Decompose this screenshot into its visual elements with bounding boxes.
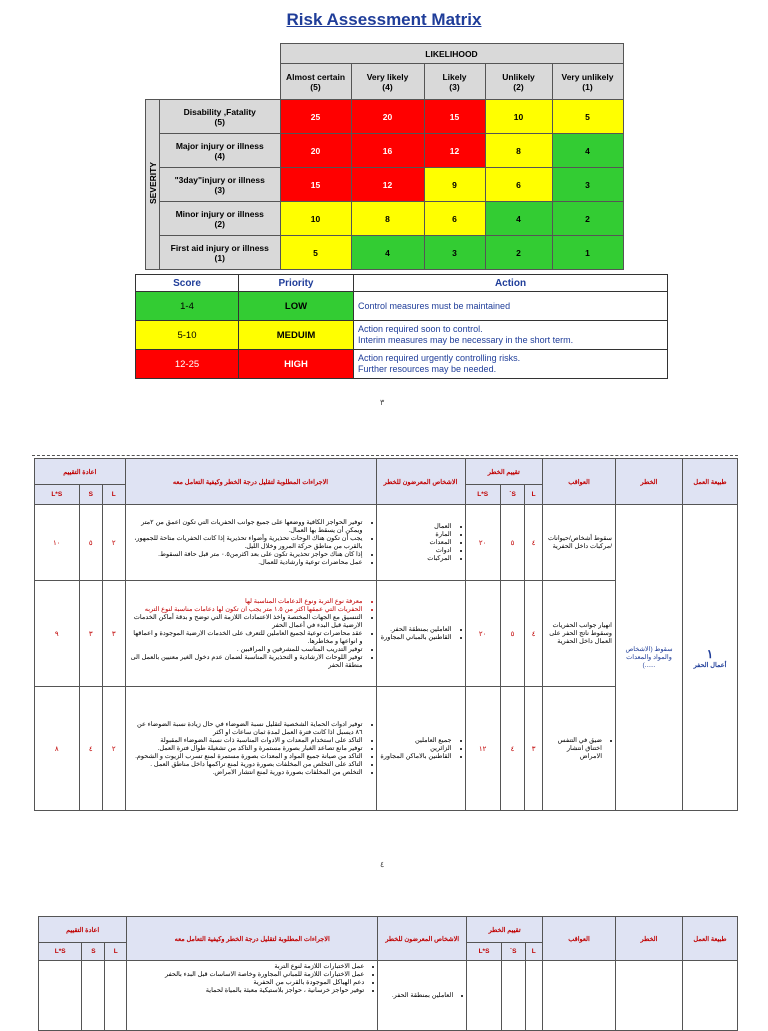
hazard-header: الخطر <box>616 459 683 505</box>
re-l: ٢ <box>103 687 125 811</box>
risk-score-cell: 12 <box>351 168 424 202</box>
severity-4: Major injury or illness (4) <box>160 134 281 168</box>
action-cell: Action required soon to control. Interim measures may be necessary in the short term. <box>354 321 668 350</box>
consequences-cell: انهيار جوانب الحفريات وسقوط ناتج الحفر على العمال داخل الحفرية <box>543 581 616 687</box>
risk-score-cell: 12 <box>424 134 485 168</box>
score-cell: 5-10 <box>136 321 239 350</box>
work-type-header: طبيعة العمل <box>683 459 738 505</box>
hazard-header: الخطر <box>616 917 683 961</box>
persons-cell <box>376 505 465 581</box>
consequences-header: العواقب <box>543 917 616 961</box>
risk-score-cell: 8 <box>485 134 552 168</box>
list-item: • إذا كان هناك حواجز تحذيرية تكون على بعد اكثرمن٠.٥ متر قبل حافة السقوط. <box>129 551 363 559</box>
risk-score-cell: 20 <box>280 134 351 168</box>
list-item: • توفير التدريب المناسب للمشرفين و المراقبين . <box>129 646 363 654</box>
list-item: • دعم الهياكل الموجودة بالقرب من الحفرية <box>130 979 364 987</box>
risk-score-cell: 9 <box>424 168 485 202</box>
severity-row <box>146 134 624 168</box>
priority-cell: MEDUIM <box>239 321 354 350</box>
risk-s: ٥ <box>500 581 524 687</box>
severity-3: "3day"injury or illness (3) <box>160 168 281 202</box>
list-item: • العاملين بمنطقة الحفر. <box>381 992 453 1000</box>
score-cell: 12-25 <box>136 350 239 379</box>
re-ls-header: L*S <box>35 485 80 505</box>
risk-score-cell: 15 <box>280 168 351 202</box>
likelihood-4: Unlikely (2) <box>485 64 552 100</box>
re-ls-header: L*S <box>39 943 82 961</box>
risk-score-cell: 6 <box>424 202 485 236</box>
re-eval-header: اعادة التقييم <box>35 459 126 485</box>
severity-row <box>146 202 624 236</box>
list-item: • المركبات <box>380 555 452 563</box>
list-item: • عمل محاضرات توعية وارشادية للعمال. <box>129 559 363 567</box>
assessment-table <box>34 458 738 811</box>
risk-score-cell: 6 <box>485 168 552 202</box>
table-row <box>39 961 738 1031</box>
measures-cell <box>127 961 378 1031</box>
severity-2: Minor injury or illness (2) <box>160 202 281 236</box>
re-l: ٢ <box>103 505 125 581</box>
page-title: Risk Assessment Matrix <box>286 10 482 29</box>
list-item: • عمل الاختبارات اللازمة للمباني المجاورة وخاصة الاساسات قبل البدء بالحفر <box>130 971 364 979</box>
list-item: • معرفة نوع التربة ونوع الدعامات المناسبة لها <box>129 598 363 606</box>
risk-score-cell: 5 <box>552 100 623 134</box>
persons-header: الاشخاص المعرضون للخطر <box>378 917 467 961</box>
likelihood-2: Very likely (4) <box>351 64 424 100</box>
risk-score-cell: 2 <box>485 236 552 270</box>
persons-cell <box>376 687 465 811</box>
risk-eval-header: تقييم الخطر <box>467 917 543 943</box>
risk-eval-header: تقييم الخطر <box>465 459 543 485</box>
risk-score-cell: 10 <box>485 100 552 134</box>
persons-cell <box>378 961 467 1031</box>
re-ls: ١٠ <box>35 505 80 581</box>
legend-row <box>136 350 668 379</box>
re-l-header: L <box>103 485 125 505</box>
persons-cell <box>376 581 465 687</box>
list-item: • العمال <box>380 523 452 531</box>
list-item: • الحفريات التي عمقها اكثر من ١.٥ متر يجب ان تكون لها دعامات مناسبة لنوع التربه <box>129 606 363 614</box>
s-header: S` <box>501 943 525 961</box>
page-number: ٣ <box>380 398 385 407</box>
priority-cell: LOW <box>239 292 354 321</box>
risk-score-cell: 1 <box>552 236 623 270</box>
risk-score-cell: 4 <box>485 202 552 236</box>
action-cell: Control measures must be maintained <box>354 292 668 321</box>
list-item: • القاطنين بالمباني المجاورة <box>380 634 452 642</box>
list-item: • توفير اللوحات الارشادية و التحذيرية المناسبة لضمان عدم دخول الغير معنيين بالعمل الى منطقة الحفر <box>129 654 363 670</box>
likelihood-header: LIKELIHOOD <box>280 44 623 64</box>
risk-score-cell: 3 <box>552 168 623 202</box>
risk-l: ٣ <box>525 687 543 811</box>
re-l-header: L <box>105 943 127 961</box>
risk-score-cell: 5 <box>280 236 351 270</box>
severity-row <box>146 100 624 134</box>
measures-cell <box>125 581 376 687</box>
measures-header: الاجراءات المطلوبة لتقليل درجة الخطر وكيفية التعامل معه <box>125 459 376 505</box>
score-header: Score <box>136 275 239 292</box>
work-type-header: طبيعة العمل <box>683 917 738 961</box>
priority-legend <box>135 274 668 379</box>
risk-l: ٤ <box>525 505 543 581</box>
persons-header: الاشخاص المعرضون للخطر <box>376 459 465 505</box>
list-item: • التاكد على التخلص من المخلفات بصورة دورية لمنع تراكمها داخل مناطق العمل . <box>129 761 363 769</box>
legend-row <box>136 292 668 321</box>
risk-ls: ٢٠ <box>465 581 500 687</box>
re-s-header: S <box>82 943 105 961</box>
risk-ls: ١٢ <box>465 687 500 811</box>
priority-header: Priority <box>239 275 354 292</box>
risk-score-cell: 16 <box>351 134 424 168</box>
re-s-header: S <box>79 485 103 505</box>
consequences-header: العواقب <box>543 459 616 505</box>
risk-score-cell: 2 <box>552 202 623 236</box>
list-item: • الزائرين <box>380 745 452 753</box>
measures-cell <box>125 505 376 581</box>
ls-header: L*S <box>465 485 500 505</box>
risk-score-cell: 4 <box>552 134 623 168</box>
list-item: • يجب أن تكون هناك الوحات تحذيرية وأضواء تحذيرية إذا كانت الحفريات متاحة للجمهور، بالقرب من مناطق حركة المرور وخلال الليل. <box>129 535 363 551</box>
risk-matrix <box>145 43 624 270</box>
risk-l: ٤ <box>525 581 543 687</box>
risk-score-cell: 8 <box>351 202 424 236</box>
l-header: L <box>525 485 543 505</box>
hazard-cell: سقوط (الاشخاص والمواد والمعدات ......) <box>616 505 683 811</box>
severity-1: First aid injury or illness (1) <box>160 236 281 270</box>
measures-cell <box>125 687 376 811</box>
l-header: L <box>525 943 542 961</box>
risk-ls: ٢٠ <box>465 505 500 581</box>
list-item: • التخلص من المخلفات بصورة دورية لمنع انتشار الامراض. <box>129 769 363 777</box>
severity-label: SEVERITY <box>146 100 160 270</box>
re-eval-header: اعادة التقييم <box>39 917 127 943</box>
risk-score-cell: 4 <box>351 236 424 270</box>
risk-score-cell: 10 <box>280 202 351 236</box>
list-item: • العاملين بمنطقة الحفر. <box>380 626 452 634</box>
list-item: • توفير الحواجز الكافية ووضعها على جميع جوانب الحفريات التي تكون اعمق من ٢متر ويمكن أن يسقط بها العمال. <box>129 519 363 535</box>
priority-cell: HIGH <box>239 350 354 379</box>
list-item: • توفير مانع تصاعد الغبار بصورة مستمرة و التاكد من تشغيلة طوال فترة العمل. <box>129 745 363 753</box>
consequences-cell: سقوط أشخاص/حيوانات /مركبات داخل الحفرية <box>543 505 616 581</box>
risk-s: ٥ <box>500 505 524 581</box>
s-header: S` <box>500 485 524 505</box>
likelihood-1: Almost certain (5) <box>280 64 351 100</box>
list-item: • توفير ادوات الحماية الشخصية لتقليل نسبة الضوضاء في حال زيادة نسبة الضوضاء عن ٨٦ ديسبل اذا كانت فترة العمل لمدة ثمان ساعات او اكثر <box>129 721 363 737</box>
re-ls: ٩ <box>35 581 80 687</box>
action-header: Action <box>354 275 668 292</box>
risk-score-cell: 20 <box>351 100 424 134</box>
list-item: • ادوات <box>380 547 452 555</box>
work-type-cell: ١ أعمال الحفر <box>683 505 738 811</box>
consequences-cell: • ضيق في التنفس اختناق انتشار الامراض <box>543 687 616 811</box>
re-s: ٣ <box>79 581 103 687</box>
table-row <box>35 505 738 581</box>
list-item: • التنسيق مع الجهات المختصة واخذ الاعتمادات اللازمة التي توضح و بدقة أماكن الخدمات الارضية قبل البدء في أعمال الحفر <box>129 614 363 630</box>
measures-header: الاجراءات المطلوبة لتقليل درجة الخطر وكيفية التعامل معه <box>127 917 378 961</box>
re-l: ٣ <box>103 581 125 687</box>
risk-s: ٤ <box>500 687 524 811</box>
list-item: • جميع العاملين <box>380 737 452 745</box>
likelihood-5: Very unlikely (1) <box>552 64 623 100</box>
re-s: ٥ <box>79 505 103 581</box>
list-item: • عمل الاختبارات اللازمة لنوع التربة <box>130 963 364 971</box>
list-item: • المعدات <box>380 539 452 547</box>
list-item: • القاطنين بالاماكن المجاورة <box>380 753 452 761</box>
likelihood-3: Likely (3) <box>424 64 485 100</box>
page-number: ٤ <box>380 860 385 869</box>
severity-5: Disability ,Fatality (5) <box>160 100 281 134</box>
risk-score-cell: 3 <box>424 236 485 270</box>
list-item: • عقد محاضرات توعية لجميع العاملين للتعرف على الخدمات الارضية الموجودة و اعماقها و انواعها و مخاطرها. <box>129 630 363 646</box>
list-item: • المارة <box>380 531 452 539</box>
action-cell: Action required urgently controlling risks. Further resources may be needed. <box>354 350 668 379</box>
re-s: ٤ <box>79 687 103 811</box>
ls-header: L*S <box>467 943 502 961</box>
re-ls: ٨ <box>35 687 80 811</box>
list-item: • التاكد على استخدام المعدات و الادوات المناسبة ذات نسبة الضوضاء المقبولة <box>129 737 363 745</box>
list-item: • التاكد من صيانة جميع المواد و المعدات بصورة مستمرة لمنع تسرب الزيوت و الشحوم. <box>129 753 363 761</box>
severity-row <box>146 236 624 270</box>
legend-row <box>136 321 668 350</box>
divider <box>32 455 738 456</box>
list-item: • توفير حواجز خرسانية ، حواجز بلاستيكية معبئة بالمياة لحماية <box>130 987 364 995</box>
score-cell: 1-4 <box>136 292 239 321</box>
severity-row <box>146 168 624 202</box>
assessment-table-2 <box>38 916 738 1031</box>
risk-score-cell: 15 <box>424 100 485 134</box>
risk-score-cell: 25 <box>280 100 351 134</box>
